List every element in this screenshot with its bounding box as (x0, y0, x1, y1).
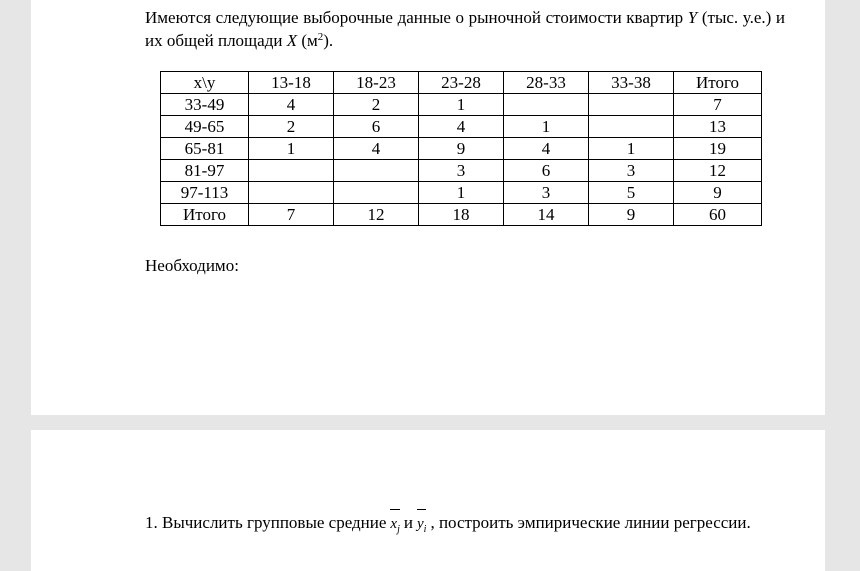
total-column-header-cell: Итого (674, 72, 762, 94)
table-cell: 3 (419, 160, 504, 182)
mean-x-base: x (390, 516, 398, 532)
table-header-row (161, 72, 762, 94)
overline (390, 509, 399, 510)
column-header-cell: 18-23 (334, 72, 419, 94)
group-mean-y (417, 507, 426, 540)
column-total-cell: 9 (589, 204, 674, 226)
row-total-cell: 19 (674, 138, 762, 160)
table-cell: 4 (334, 138, 419, 160)
totals-label-cell: Итого (161, 204, 249, 226)
table-body (161, 72, 762, 226)
variable-x: X (286, 31, 298, 50)
row-label-cell: 97-113 (161, 182, 249, 204)
table-cell: 4 (504, 138, 589, 160)
document-page-1 (31, 0, 825, 415)
table-cell (504, 94, 589, 116)
table-cell: 6 (334, 116, 419, 138)
intro-text-start: Имеются следующие выборочные данные о рыночной стоимости квартир (145, 8, 688, 27)
task-text-start: Вычислить групповые средние (162, 513, 387, 532)
table-row (161, 160, 762, 182)
table-cell: 3 (504, 182, 589, 204)
table-cell (334, 160, 419, 182)
corner-header-cell: x\y (161, 72, 249, 94)
column-total-cell: 7 (249, 204, 334, 226)
task-number: 1. (145, 513, 158, 532)
task-1 (145, 507, 772, 540)
table-cell: 1 (589, 138, 674, 160)
table-cell: 5 (589, 182, 674, 204)
column-header-cell: 13-18 (249, 72, 334, 94)
row-label-cell: 33-49 (161, 94, 249, 116)
column-header-cell: 28-33 (504, 72, 589, 94)
intro-text-mid: (тыс. у.е.) и их общей площади (145, 8, 785, 50)
table-row (161, 94, 762, 116)
column-total-cell: 18 (419, 204, 504, 226)
table-cell: 2 (334, 94, 419, 116)
column-total-cell: 12 (334, 204, 419, 226)
table-cell: 4 (419, 116, 504, 138)
table-cell: 1 (249, 138, 334, 160)
overline (417, 509, 426, 510)
column-header-cell: 23-28 (419, 72, 504, 94)
need-label: Необходимо: (145, 256, 239, 275)
column-header-cell: 33-38 (589, 72, 674, 94)
correlation-table (160, 71, 762, 226)
table-cell (589, 116, 674, 138)
table-cell: 1 (504, 116, 589, 138)
column-total-cell: 14 (504, 204, 589, 226)
intro-text-end: ). (323, 31, 334, 50)
row-label-cell: 81-97 (161, 160, 249, 182)
group-mean-x (390, 507, 399, 540)
row-total-cell: 13 (674, 116, 762, 138)
table-cell (334, 182, 419, 204)
table-cell: 3 (589, 160, 674, 182)
table-row (161, 138, 762, 160)
table-cell (589, 94, 674, 116)
table-cell (249, 182, 334, 204)
row-total-cell: 9 (674, 182, 762, 204)
variable-y: Y (687, 8, 698, 27)
table-cell (249, 160, 334, 182)
table-cell: 1 (419, 94, 504, 116)
table-row (161, 182, 762, 204)
table-row (161, 116, 762, 138)
mean-x-subscript: j (397, 524, 400, 535)
mean-y-subscript: i (423, 524, 427, 535)
row-label-cell: 49-65 (161, 116, 249, 138)
row-total-cell: 7 (674, 94, 762, 116)
table-cell: 6 (504, 160, 589, 182)
table-totals-row (161, 204, 762, 226)
unit-superscript: 2 (317, 31, 324, 43)
row-label-cell: 65-81 (161, 138, 249, 160)
table-cell: 2 (249, 116, 334, 138)
intro-paragraph (145, 6, 785, 52)
task-text-end: , построить эмпирические линии регрессии. (430, 513, 751, 532)
task-conj: и (403, 513, 413, 532)
table-cell: 1 (419, 182, 504, 204)
intro-text-unit: (м (297, 31, 318, 50)
document-page-2 (31, 430, 825, 571)
table-cell: 4 (249, 94, 334, 116)
table-cell: 9 (419, 138, 504, 160)
row-total-cell: 12 (674, 160, 762, 182)
grand-total-cell: 60 (674, 204, 762, 226)
mean-y-base: y (416, 516, 424, 532)
